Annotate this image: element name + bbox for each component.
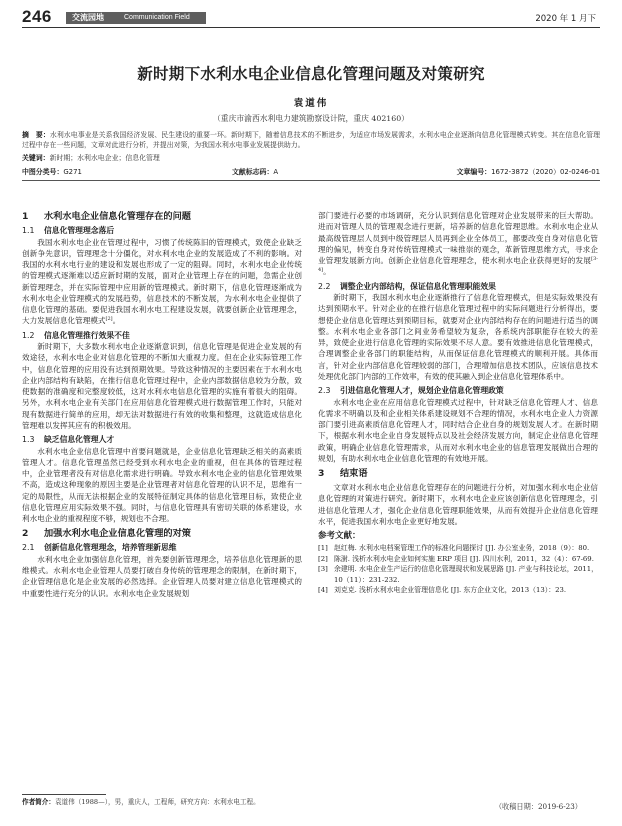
section-heading: 3 结束语: [318, 468, 368, 479]
subsection-heading: 2.2 调整企业内部结构，保证信息化管理职能效果: [318, 281, 496, 291]
section-heading: 1 水利水电企业信息化管理存在的问题: [22, 211, 191, 222]
keywords: [22, 153, 600, 163]
column-name-en: Communication Field: [124, 14, 190, 21]
paragraph: 水利水电企业在应用信息化管理模式过程中，针对缺乏信息化管理人才、信息化需求不明确以及和企业相关体系建设规划不合理的情况，水利水电企业人力资源部门要引进高素质信息化管理人才，同时结合企业自身的规划发展人才。在新时期下，根据水利水电企业自身发展特点以及社会经济发展方向，制定企业信息化管理政策，明确企业信息化管理需求，从而对水利水电企业的信息管理发展做出合理的规划，有助水利水电企业信息化管理的有效地开展。: [318, 397, 598, 463]
keywords-label: 关键词：: [22, 154, 50, 162]
paragraph: 水利水电企业加强信息化管理，首先要创新管理理念，培养信息化管理新的思维模式。水利水电企业管理人员要打破自身传统的管理理念的限制，在新时期下，企业管理信息化是企业发展的必然选择。企业管理人员要对建立信息化管理模式的中重要性进行充分的认识。水利水电企业发展规划: [22, 554, 302, 598]
paragraph: 部门要进行必要的市场调研，充分认识到信息化管理对企业发展带来的巨大帮助。进而对管理人员的管理观念进行更新，培养新的信息化管理思维。水利水电企业从最高级管理层人员到中级管理层人员再到企业全体员工，都要改变自身对信息化管理的偏见，转变自身对传统管理模式一味推崇的观念，革新管理思维方式，寻求企业管理发展新方向。创新企业信息化管理理念，使水利水电企业获得更好的发展[3-4]。: [318, 211, 598, 277]
left-column: [22, 210, 302, 599]
paragraph: 文章对水利水电企业信息化管理存在的问题进行分析，对加强水利水电企业信息化管理的对策进行研究。新时期下，水利水电企业应该创新信息化管理理念，引进信息化管理人才，强化企业信息化管理职能效果，从而有效提升企业信息化管理水平，促进我国水利水电企业更好地发展。: [318, 483, 598, 526]
paragraph: 新时期下，大多数水利水电企业逐渐意识到，信息化管理是促进企业发展的有效途径，水利水电企业对信息化管理的不断加大重视力度。但在企业实际管理工作中，信息化管理的应用没有达到预期效果。导致这种情况的主要因素在于水利水电企业内部结构有缺陷，在推行信息化管理过程中，企业内部数据信息较为分散，致使数据的准确度和完整度较低，这对水利水电信息化管理的实施有着很大的阻碍。另外，水利水电企业有关部门在应用信息化管理模式进行数据管理工作时，只能对现有数据进行简单的应用，却无法对数据进行有效的收集和整理，这就造成信息化管理难以发挥其应有的积极效用。: [22, 342, 302, 430]
paragraph: 水利水电企业信息化管理中首要问题就是，企业信息化管理缺乏相关的高素质管理人才。信息化管理虽然已经受到水利水电企业的重视，但在具体的管理过程中，企业管理者没有对信息化需求进行明确。导致水利水电企业的信息化管理效果不高，造成这种现象的原因主要是企业管理者对信息化管理的认识不足，思维有一定的局限性，从而无法根据企业的发展特征制定具体的信息化管理目标，致使企业信息化管理应用实际效果不强。同时，与信息化管理具有密切关联的体系建设，水利水电企业的重视程度不够，规划也不合理。: [22, 446, 302, 523]
reference-item: [3] 余建明. 水电企业生产运行的信息化管理现状和发展思路 [J]. 产业与科技论坛，2011，10（11）：231-232.: [318, 565, 599, 584]
citation: [3-4]: [318, 256, 598, 274]
reference-item: [1] 赵红梅. 水利水电档案管理工作的标准化问题探讨 [J]. 办公室业务，2018（9）：80.: [318, 544, 590, 552]
subsection-heading: 1.3 缺乏信息化管理人才: [22, 435, 115, 444]
article-title: 新时期下水利水电企业信息化管理问题及对策研究: [137, 65, 485, 83]
keywords-text: 新时期；水利水电企业；信息化管理: [49, 154, 160, 162]
header-rule: [22, 27, 600, 28]
clc-number: 中图分类号：G271: [22, 168, 82, 176]
subsection-heading: 1.2 信息化管理推行效果不佳: [22, 330, 130, 340]
author-footnote: 作者简介：袁道伟（1988—），男，重庆人，工程师，研究方向：水利水电工程。: [22, 798, 260, 806]
right-column: [318, 210, 598, 596]
document-code: 文献标志码：A: [232, 168, 279, 176]
author-affiliation: （重庆市渝西水利电力建筑勘察设计院，重庆 402160）: [213, 114, 409, 123]
reference-item: [2] 陈澍. 浅析水利水电企业如何实施 ERP 项目 [J]. 四川水利，2011，32（4）：67-69.: [318, 554, 594, 563]
received-date: （收稿日期：2019-6-23）: [494, 802, 582, 811]
running-header: [0, 0, 622, 30]
paragraph: 新时期下，我国水利水电企业逐渐推行了信息化管理模式，但是实际效果没有达到预期水平。针对企业的在推行信息化管理过程中的实际问题进行分析得出，要想使企业信息化管理达到预期目标，就要对企业内部结构存在的问题进行适当的调整。水利水电企业各部门之间业务希望较为复杂，各系统内部职能存在较大的差异，致使企业进行信息化管理的实际效果不尽人意。要有效推进信息化管理模式，合理调整企业各部门的职能结构，从而保证信息化管理模式的顺利开展。具体而言，针对企业内部信息化管理较弱的部门，合理增加信息技术团队，应该信息技术处理优化部门内部的工作效率，有效的使其融入到企业信息化管理体系中。: [318, 293, 598, 381]
subsection-heading: 2.1 创新信息化管理理念，培养管理新思维: [22, 543, 177, 553]
abstract-rule: [22, 180, 600, 181]
abstract: [22, 130, 600, 150]
reference-list: [318, 543, 598, 596]
abstract-text: 水利水电事业是关系我国经济发展、民生建设的重要一环。新时期下，随着信息技术的不断进步，为适应市场发展需求，水利水电企业逐渐向信息化管理模式转变。其在信息化管理过程中存在一些问题，文章对此进行分析，并提出对策，为我国水利水电事业发展提供助力。: [22, 131, 600, 149]
subsection-heading: 2.3 引进信息化管理人才，规划企业信息化管理政策: [318, 386, 504, 395]
section-heading: 2 加强水利水电企业信息化管理的对策: [22, 528, 191, 540]
page-number: 246: [22, 7, 52, 26]
column-name: 交流园地: [72, 13, 104, 22]
reference-item: [4] 刘克克. 浅析水利水电企业管理信息化 [J]. 东方企业文化，2013（13）：23.: [318, 586, 567, 594]
paragraph: 我国水利水电企业在管理过程中，习惯了传统陈旧的管理模式，致使企业缺乏创新争先意识，管理理念十分僵化，对水利水电企业的发展造成了不利的影响。对我国的水利水电行业的建设和发展也形成了一定的阻碍。同时，水利水电企业传统的管理模式逐渐难以适应新时期的发展，面对企业管理上存在的问题，急需企业创新管理理念，并在实际管理中应用新的管理模式。新时期下，信息化管理逐渐成为水利水电企业管理模式的发展趋势，信息技术的不断发展，为水利水电企业提供了信息化管理的基础。要促进我国水利水电工程建设发展，就要创新企业管理理念，大力发展信息化管理模式[2]。: [22, 237, 302, 326]
abstract-label: 摘 要：: [22, 131, 50, 139]
classification-line: [22, 167, 600, 177]
author-name: 袁道伟: [293, 98, 329, 109]
references-heading: 参考文献：: [318, 531, 361, 541]
footnote-rule: [22, 794, 106, 795]
citation: [2]: [105, 316, 113, 323]
subsection-heading: 1.1 信息化管理理念落后: [22, 226, 115, 235]
article-number: 文章编号：1672-3872（2020）02-0246-01: [456, 168, 600, 176]
issue-date: 2020 年 1 月下: [535, 14, 596, 24]
